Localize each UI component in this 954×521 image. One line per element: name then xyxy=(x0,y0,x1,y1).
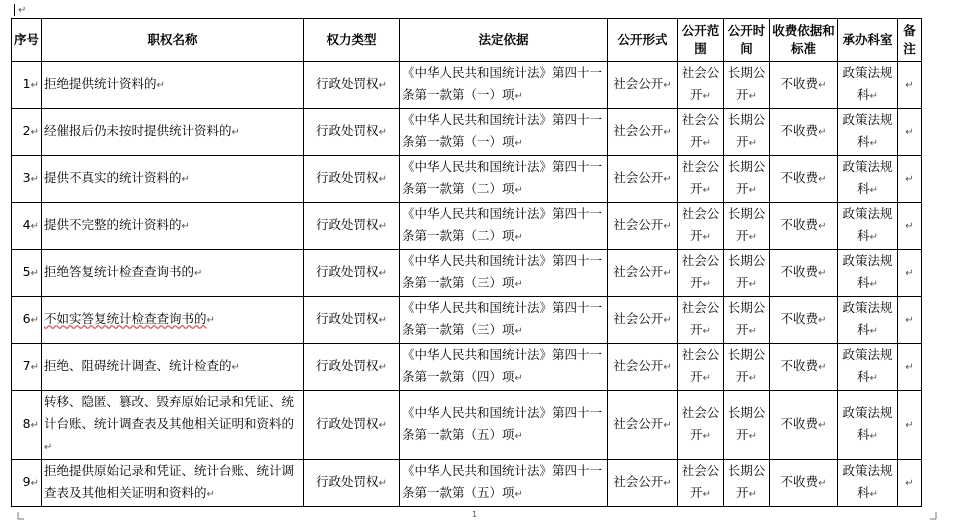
cell-scope-text: 社会公开 xyxy=(681,206,720,243)
cell-dept-text: 政策法规科 xyxy=(842,112,893,149)
cell-time-text: 长期公开 xyxy=(727,347,766,384)
cell-scope-text: 社会公开 xyxy=(681,65,720,102)
table-row xyxy=(12,297,922,344)
cell-end-mark-icon: ↵ xyxy=(378,478,387,489)
cell-dept[interactable] xyxy=(838,156,898,203)
cell-type-text: 行政处罚权 xyxy=(316,123,379,138)
cell-form-text: 社会公开 xyxy=(613,358,664,373)
cell-basis[interactable] xyxy=(400,109,608,156)
cell-name[interactable] xyxy=(42,297,304,344)
header-index: 序号 xyxy=(12,19,42,62)
table-row xyxy=(12,203,922,250)
header-note: 备注 xyxy=(898,19,922,62)
table-row xyxy=(12,391,922,460)
cell-end-mark-icon: ↵ xyxy=(30,478,39,489)
cell-form-text: 社会公开 xyxy=(613,170,664,185)
cell-basis-text: 《中华人民共和国统计法》第四十一条第一款第（三）项 xyxy=(402,253,603,290)
cell-type[interactable] xyxy=(304,391,400,460)
cell-end-mark-icon: ↵ xyxy=(702,373,711,384)
cell-form[interactable] xyxy=(608,391,678,460)
powers-table[interactable] xyxy=(11,18,922,507)
cell-end-mark-icon: ↵ xyxy=(748,91,757,102)
cell-type-text: 行政处罚权 xyxy=(316,76,379,91)
cell-scope[interactable] xyxy=(678,250,724,297)
cell-type-text: 行政处罚权 xyxy=(316,416,379,431)
cell-form[interactable] xyxy=(608,460,678,507)
cell-end-mark-icon: ↵ xyxy=(818,362,827,373)
cell-index-text: 1 xyxy=(22,76,31,91)
cell-end-mark-icon: ↵ xyxy=(702,326,711,337)
cell-end-mark-icon: ↵ xyxy=(231,127,240,138)
cell-note[interactable] xyxy=(898,203,922,250)
cell-note[interactable] xyxy=(898,109,922,156)
cell-fee[interactable] xyxy=(770,156,838,203)
cell-end-mark-icon: ↵ xyxy=(818,80,827,91)
cell-end-mark-icon: ↵ xyxy=(818,420,827,431)
cell-end-mark-icon: ↵ xyxy=(869,279,878,290)
cell-end-mark-icon: ↵ xyxy=(663,127,672,138)
cell-end-mark-icon: ↵ xyxy=(206,489,215,500)
cell-name-text: 拒绝提供原始记录和凭证、统计台账、统计调查表及其他相关证明和资料的 xyxy=(44,463,295,500)
cell-end-mark-icon: ↵ xyxy=(748,326,757,337)
cell-end-mark-icon: ↵ xyxy=(663,420,672,431)
cell-end-mark-icon: ↵ xyxy=(748,279,757,290)
cell-scope-text: 社会公开 xyxy=(681,159,720,196)
cell-fee[interactable] xyxy=(770,109,838,156)
header-fee: 收费依据和标准 xyxy=(770,19,838,62)
cell-fee-text: 不收费 xyxy=(780,416,819,431)
cell-dept[interactable] xyxy=(838,203,898,250)
cell-end-mark-icon: ↵ xyxy=(663,315,672,326)
cell-fee[interactable] xyxy=(770,391,838,460)
table-row xyxy=(12,62,922,109)
cell-end-mark-icon: ↵ xyxy=(905,174,914,185)
cell-dept[interactable] xyxy=(838,109,898,156)
cell-time-text: 长期公开 xyxy=(727,253,766,290)
cell-end-mark-icon: ↵ xyxy=(818,174,827,185)
cell-end-mark-icon: ↵ xyxy=(663,174,672,185)
table-row xyxy=(12,109,922,156)
cell-time-text: 长期公开 xyxy=(727,206,766,243)
cell-name[interactable] xyxy=(42,109,304,156)
cell-scope[interactable] xyxy=(678,460,724,507)
cell-dept[interactable] xyxy=(838,250,898,297)
cell-form-text: 社会公开 xyxy=(613,416,664,431)
cell-type-text: 行政处罚权 xyxy=(316,358,379,373)
cell-type[interactable] xyxy=(304,62,400,109)
cell-fee-text: 不收费 xyxy=(780,358,819,373)
cell-dept-text: 政策法规科 xyxy=(842,65,893,102)
cell-time[interactable] xyxy=(724,344,770,391)
cell-scope[interactable] xyxy=(678,344,724,391)
cell-time[interactable] xyxy=(724,391,770,460)
cell-end-mark-icon: ↵ xyxy=(869,431,878,442)
cell-time-text: 长期公开 xyxy=(727,159,766,196)
cell-end-mark-icon: ↵ xyxy=(905,420,914,431)
cell-basis-text: 《中华人民共和国统计法》第四十一条第一款第（二）项 xyxy=(402,206,603,243)
cell-end-mark-icon: ↵ xyxy=(869,373,878,384)
cell-index-text: 7 xyxy=(22,358,31,373)
cell-end-mark-icon: ↵ xyxy=(905,221,914,232)
cell-form-text: 社会公开 xyxy=(613,123,664,138)
cell-end-mark-icon: ↵ xyxy=(514,431,523,442)
cell-end-mark-icon: ↵ xyxy=(818,478,827,489)
cell-end-mark-icon: ↵ xyxy=(663,362,672,373)
cell-end-mark-icon: ↵ xyxy=(30,362,39,373)
cell-end-mark-icon: ↵ xyxy=(206,315,215,326)
cell-type[interactable] xyxy=(304,109,400,156)
cell-end-mark-icon: ↵ xyxy=(30,221,39,232)
cell-basis[interactable] xyxy=(400,344,608,391)
cell-end-mark-icon: ↵ xyxy=(869,232,878,243)
cell-type-text: 行政处罚权 xyxy=(316,311,379,326)
cell-note[interactable] xyxy=(898,156,922,203)
cell-end-mark-icon: ↵ xyxy=(378,127,387,138)
cell-end-mark-icon: ↵ xyxy=(514,326,523,337)
cell-form[interactable] xyxy=(608,109,678,156)
cell-scope[interactable] xyxy=(678,156,724,203)
cell-fee[interactable] xyxy=(770,62,838,109)
cell-end-mark-icon: ↵ xyxy=(514,279,523,290)
cell-dept-text: 政策法规科 xyxy=(842,463,893,500)
cell-time[interactable] xyxy=(724,250,770,297)
cell-end-mark-icon: ↵ xyxy=(156,80,165,91)
cell-end-mark-icon: ↵ xyxy=(818,127,827,138)
header-form: 公开形式 xyxy=(608,19,678,62)
cell-end-mark-icon: ↵ xyxy=(905,315,914,326)
cell-end-mark-icon: ↵ xyxy=(663,478,672,489)
cell-index[interactable] xyxy=(12,297,42,344)
cell-time[interactable] xyxy=(724,62,770,109)
cell-dept[interactable] xyxy=(838,460,898,507)
cell-type[interactable] xyxy=(304,250,400,297)
cell-time-text: 长期公开 xyxy=(727,405,766,442)
cell-time[interactable] xyxy=(724,156,770,203)
cell-end-mark-icon: ↵ xyxy=(663,268,672,279)
cell-dept[interactable] xyxy=(838,391,898,460)
cell-scope-text: 社会公开 xyxy=(681,347,720,384)
cell-end-mark-icon: ↵ xyxy=(181,221,190,232)
cell-fee[interactable] xyxy=(770,460,838,507)
cell-basis[interactable] xyxy=(400,297,608,344)
cell-scope-text: 社会公开 xyxy=(681,300,720,337)
cell-end-mark-icon: ↵ xyxy=(748,138,757,149)
cell-end-mark-icon: ↵ xyxy=(905,362,914,373)
cell-end-mark-icon: ↵ xyxy=(378,80,387,91)
cell-end-mark-icon: ↵ xyxy=(869,489,878,500)
header-dept: 承办科室 xyxy=(838,19,898,62)
cell-end-mark-icon: ↵ xyxy=(818,268,827,279)
table-row xyxy=(12,250,922,297)
cell-type-text: 行政处罚权 xyxy=(316,170,379,185)
cell-basis[interactable] xyxy=(400,250,608,297)
cell-basis[interactable] xyxy=(400,460,608,507)
cell-dept-text: 政策法规科 xyxy=(842,206,893,243)
cell-dept[interactable] xyxy=(838,297,898,344)
cell-note[interactable] xyxy=(898,250,922,297)
cell-type[interactable] xyxy=(304,460,400,507)
table-header-row xyxy=(12,19,922,62)
paragraph-mark-icon: ↵ xyxy=(18,5,27,16)
cell-index[interactable] xyxy=(12,344,42,391)
cell-note[interactable] xyxy=(898,62,922,109)
cell-form[interactable] xyxy=(608,62,678,109)
cell-time-text: 长期公开 xyxy=(727,112,766,149)
cell-end-mark-icon: ↵ xyxy=(818,221,827,232)
cell-basis-text: 《中华人民共和国统计法》第四十一条第一款第（五）项 xyxy=(402,405,603,442)
cell-end-mark-icon: ↵ xyxy=(378,420,387,431)
cell-type[interactable] xyxy=(304,203,400,250)
cell-scope[interactable] xyxy=(678,297,724,344)
cell-index[interactable] xyxy=(12,460,42,507)
cell-name-text: 拒绝答复统计检查查询书的 xyxy=(44,264,195,279)
cell-end-mark-icon: ↵ xyxy=(869,91,878,102)
cell-scope[interactable] xyxy=(678,109,724,156)
cell-basis-text: 《中华人民共和国统计法》第四十一条第一款第（一）项 xyxy=(402,112,603,149)
cell-index[interactable] xyxy=(12,203,42,250)
cell-basis-text: 《中华人民共和国统计法》第四十一条第一款第（二）项 xyxy=(402,159,603,196)
cell-end-mark-icon: ↵ xyxy=(748,489,757,500)
header-scope: 公开范围 xyxy=(678,19,724,62)
cell-index[interactable] xyxy=(12,156,42,203)
cell-dept-text: 政策法规科 xyxy=(842,405,893,442)
cell-time[interactable] xyxy=(724,297,770,344)
cell-scope-text: 社会公开 xyxy=(681,463,720,500)
cell-name-text: 拒绝提供统计资料的 xyxy=(44,76,157,91)
cell-dept-text: 政策法规科 xyxy=(842,300,893,337)
cell-type[interactable] xyxy=(304,156,400,203)
cell-name-text: 提供不完整的统计资料的 xyxy=(44,217,182,232)
cell-end-mark-icon: ↵ xyxy=(378,221,387,232)
cell-end-mark-icon: ↵ xyxy=(44,442,53,453)
cell-index[interactable] xyxy=(12,250,42,297)
cell-end-mark-icon: ↵ xyxy=(514,232,523,243)
cell-end-mark-icon: ↵ xyxy=(378,362,387,373)
cell-basis[interactable] xyxy=(400,156,608,203)
cell-basis-text: 《中华人民共和国统计法》第四十一条第一款第（四）项 xyxy=(402,347,603,384)
cell-name[interactable] xyxy=(42,250,304,297)
cell-end-mark-icon: ↵ xyxy=(514,91,523,102)
cell-scope[interactable] xyxy=(678,62,724,109)
cell-dept-text: 政策法规科 xyxy=(842,253,893,290)
cell-end-mark-icon: ↵ xyxy=(514,138,523,149)
cell-basis-text: 《中华人民共和国统计法》第四十一条第一款第（一）项 xyxy=(402,65,603,102)
cell-end-mark-icon: ↵ xyxy=(869,326,878,337)
cell-form-text: 社会公开 xyxy=(613,474,664,489)
cell-end-mark-icon: ↵ xyxy=(514,373,523,384)
cell-name-text: 转移、隐匿、篡改、毁弃原始记录和凭证、统计台账、统计调查表及其他相关证明和资料的 xyxy=(44,394,295,431)
cell-end-mark-icon: ↵ xyxy=(663,80,672,91)
table-row xyxy=(12,156,922,203)
cell-form[interactable] xyxy=(608,250,678,297)
cell-note[interactable] xyxy=(898,391,922,460)
cell-name[interactable] xyxy=(42,460,304,507)
cell-note[interactable] xyxy=(898,344,922,391)
cell-end-mark-icon: ↵ xyxy=(905,80,914,91)
cell-fee-text: 不收费 xyxy=(780,264,819,279)
cell-index-text: 4 xyxy=(22,217,31,232)
cell-name-text: 不如实答复统计检查查询书的 xyxy=(44,311,207,326)
cell-end-mark-icon: ↵ xyxy=(378,268,387,279)
cell-fee-text: 不收费 xyxy=(780,474,819,489)
cell-type[interactable] xyxy=(304,297,400,344)
cell-basis-text: 《中华人民共和国统计法》第四十一条第一款第（五）项 xyxy=(402,463,603,500)
cell-end-mark-icon: ↵ xyxy=(905,268,914,279)
cell-basis[interactable] xyxy=(400,203,608,250)
cell-end-mark-icon: ↵ xyxy=(30,127,39,138)
cell-end-mark-icon: ↵ xyxy=(905,127,914,138)
cell-index[interactable] xyxy=(12,62,42,109)
cell-name-text: 经催报后仍未按时提供统计资料的 xyxy=(44,123,232,138)
cell-scope[interactable] xyxy=(678,203,724,250)
header-basis: 法定依据 xyxy=(400,19,608,62)
cell-fee-text: 不收费 xyxy=(780,76,819,91)
cell-type-text: 行政处罚权 xyxy=(316,217,379,232)
cell-time[interactable] xyxy=(724,109,770,156)
cell-dept-text: 政策法规科 xyxy=(842,159,893,196)
cell-end-mark-icon: ↵ xyxy=(30,174,39,185)
cell-name[interactable] xyxy=(42,344,304,391)
cell-form[interactable] xyxy=(608,156,678,203)
cell-end-mark-icon: ↵ xyxy=(30,420,39,431)
cell-index-text: 8 xyxy=(22,416,31,431)
cell-end-mark-icon: ↵ xyxy=(30,80,39,91)
cell-basis[interactable] xyxy=(400,62,608,109)
cell-basis-text: 《中华人民共和国统计法》第四十一条第一款第（三）项 xyxy=(402,300,603,337)
cell-fee[interactable] xyxy=(770,203,838,250)
cell-index-text: 6 xyxy=(22,311,31,326)
cell-note[interactable] xyxy=(898,297,922,344)
cell-form-text: 社会公开 xyxy=(613,217,664,232)
cell-fee-text: 不收费 xyxy=(780,170,819,185)
cell-fee[interactable] xyxy=(770,344,838,391)
header-type: 权力类型 xyxy=(304,19,400,62)
cell-form-text: 社会公开 xyxy=(613,76,664,91)
header-time: 公开时间 xyxy=(724,19,770,62)
cell-scope[interactable] xyxy=(678,391,724,460)
cell-end-mark-icon: ↵ xyxy=(869,185,878,196)
cell-end-mark-icon: ↵ xyxy=(702,232,711,243)
cell-form[interactable] xyxy=(608,203,678,250)
cell-end-mark-icon: ↵ xyxy=(702,91,711,102)
table-row xyxy=(12,460,922,507)
cell-end-mark-icon: ↵ xyxy=(194,268,203,279)
table-row xyxy=(12,344,922,391)
cell-name-text: 提供不真实的统计资料的 xyxy=(44,170,182,185)
cell-end-mark-icon: ↵ xyxy=(30,315,39,326)
cell-index[interactable] xyxy=(12,391,42,460)
cell-end-mark-icon: ↵ xyxy=(702,279,711,290)
cell-fee-text: 不收费 xyxy=(780,311,819,326)
cell-scope-text: 社会公开 xyxy=(681,253,720,290)
cell-scope-text: 社会公开 xyxy=(681,112,720,149)
cell-end-mark-icon: ↵ xyxy=(748,185,757,196)
cell-end-mark-icon: ↵ xyxy=(748,373,757,384)
cell-type-text: 行政处罚权 xyxy=(316,474,379,489)
cell-time-text: 长期公开 xyxy=(727,463,766,500)
cell-dept-text: 政策法规科 xyxy=(842,347,893,384)
cell-form-text: 社会公开 xyxy=(613,264,664,279)
cell-end-mark-icon: ↵ xyxy=(702,185,711,196)
cell-end-mark-icon: ↵ xyxy=(378,315,387,326)
cell-end-mark-icon: ↵ xyxy=(702,138,711,149)
cell-time-text: 长期公开 xyxy=(727,300,766,337)
cell-fee[interactable] xyxy=(770,250,838,297)
cell-end-mark-icon: ↵ xyxy=(702,489,711,500)
cell-type-text: 行政处罚权 xyxy=(316,264,379,279)
cell-dept[interactable] xyxy=(838,62,898,109)
cell-name[interactable] xyxy=(42,203,304,250)
cell-end-mark-icon: ↵ xyxy=(231,362,240,373)
cell-index[interactable] xyxy=(12,109,42,156)
cell-end-mark-icon: ↵ xyxy=(905,478,914,489)
cell-name[interactable] xyxy=(42,62,304,109)
cell-fee-text: 不收费 xyxy=(780,123,819,138)
footer-page-number: 1 xyxy=(472,510,478,519)
cell-index-text: 9 xyxy=(22,474,31,489)
cell-note[interactable] xyxy=(898,460,922,507)
cell-end-mark-icon: ↵ xyxy=(818,315,827,326)
cell-end-mark-icon: ↵ xyxy=(514,185,523,196)
cell-end-mark-icon: ↵ xyxy=(869,138,878,149)
cell-end-mark-icon: ↵ xyxy=(748,431,757,442)
cell-dept[interactable] xyxy=(838,344,898,391)
cell-type[interactable] xyxy=(304,344,400,391)
cell-index-text: 2 xyxy=(22,123,31,138)
cell-name-text: 拒绝、阻碍统计调查、统计检查的 xyxy=(44,358,232,373)
cell-index-text: 5 xyxy=(22,264,31,279)
cell-name[interactable] xyxy=(42,391,304,460)
cell-fee-text: 不收费 xyxy=(780,217,819,232)
cell-fee[interactable] xyxy=(770,297,838,344)
cell-time[interactable] xyxy=(724,460,770,507)
cell-end-mark-icon: ↵ xyxy=(514,489,523,500)
cell-end-mark-icon: ↵ xyxy=(702,431,711,442)
cell-basis[interactable] xyxy=(400,391,608,460)
text-cursor xyxy=(14,4,15,16)
cell-form[interactable] xyxy=(608,297,678,344)
cell-time-text: 长期公开 xyxy=(727,65,766,102)
cell-time[interactable] xyxy=(724,203,770,250)
cell-scope-text: 社会公开 xyxy=(681,405,720,442)
cell-index-text: 3 xyxy=(22,170,31,185)
cell-name[interactable] xyxy=(42,156,304,203)
cell-form[interactable] xyxy=(608,344,678,391)
cell-end-mark-icon: ↵ xyxy=(748,232,757,243)
cell-end-mark-icon: ↵ xyxy=(378,174,387,185)
cell-end-mark-icon: ↵ xyxy=(663,221,672,232)
cell-form-text: 社会公开 xyxy=(613,311,664,326)
cell-end-mark-icon: ↵ xyxy=(181,174,190,185)
header-name: 职权名称 xyxy=(42,19,304,62)
cell-end-mark-icon: ↵ xyxy=(30,268,39,279)
